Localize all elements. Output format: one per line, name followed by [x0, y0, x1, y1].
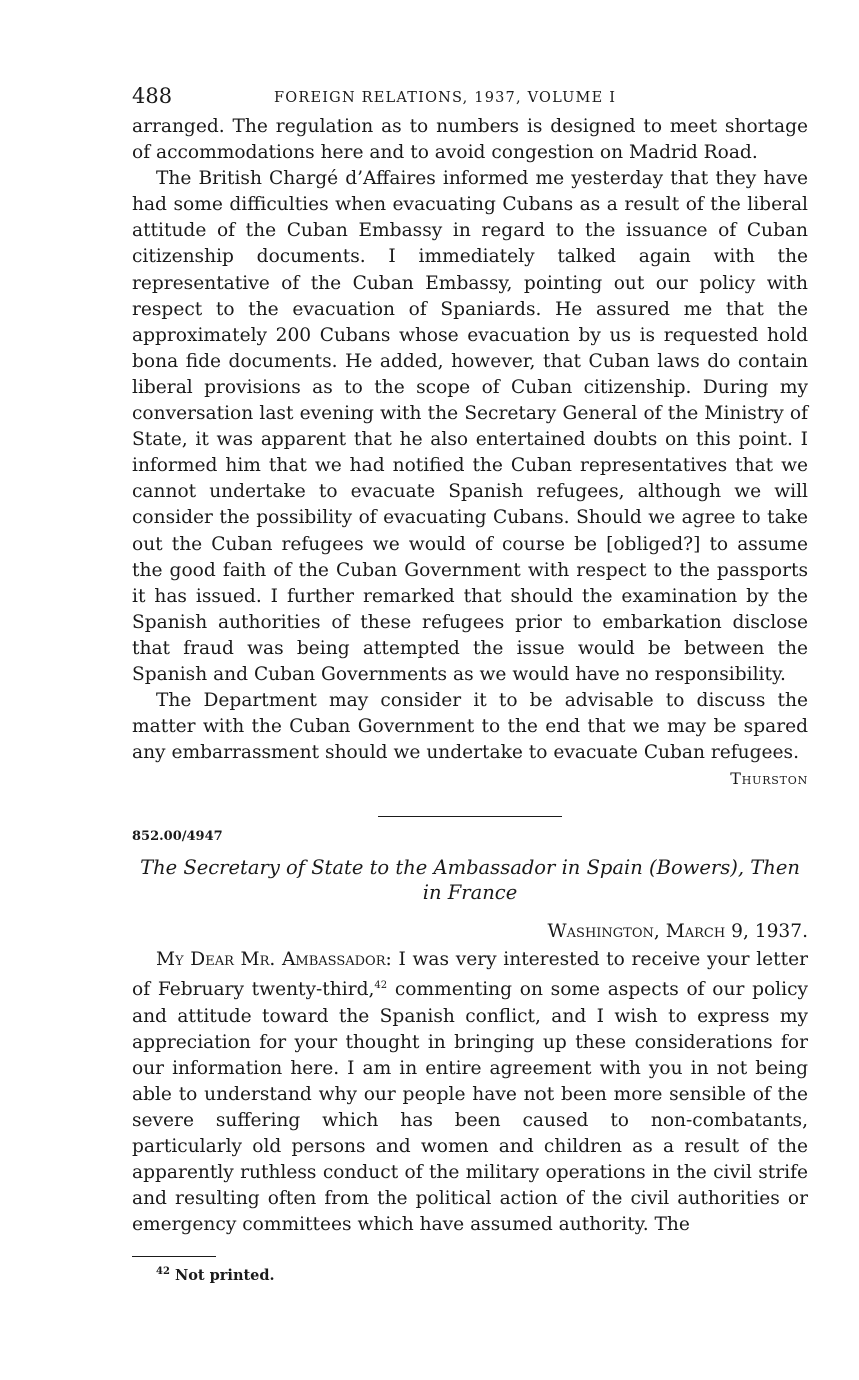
signature: Thurston [730, 769, 808, 789]
footnote [156, 1266, 808, 1284]
footnote-marker: 42 [156, 1265, 170, 1277]
salutation: My Dear Mr. Ambassador: [156, 949, 392, 971]
page-number: 488 [132, 84, 173, 108]
body-text: I was very interested to receive your letter of February twenty-third, [132, 949, 808, 1001]
paragraph: The British Chargé d’Affaires informed me yesterday that they have had some difficulties when evacuating Cubans as a result of the liberal attitude of the Cuban Embassy in regard to the issuance of Cuban citizenship documents. I immediately talked again with the representative of the Cuban Embassy, pointing out our policy with respect to the evacuation of Spaniards. He assured me that the approximately 200 Cubans whose evacuation by us is requested hold bona fide documents. He added, however, that Cuban laws do contain liberal provisions as to the scope of Cuban citizenship. During my conversation last evening with the Secretary General of the Ministry of State, it was apparent that he also entertained doubts on this point. I informed him that we had notified the Cuban representatives that we cannot undertake to evacuate Spanish refugees, although we will consider the possibility of evacuating Cubans. Should we agree to take out the Cuban refugees we would of course be [obliged?] to assume the good faith of the Cuban Government with respect to the passports it has issued. I further remarked that should the examination by the Spanish authorities of these refugees prior to embarkation disclose that fraud was being attempted the issue would be between the Spanish and Cuban Governments as we would have no responsibility. [132, 168, 808, 685]
section-divider [378, 816, 562, 817]
footnote-reference[interactable]: 42 [374, 980, 388, 992]
dateline: Washington, March 9, 1937. [547, 921, 808, 943]
running-title: FOREIGN RELATIONS, 1937, VOLUME I [274, 90, 617, 106]
continued-letter [132, 114, 808, 766]
document-page [132, 84, 808, 1283]
paragraph: arranged. The regulation as to numbers is designed to meet shortage of accommodations here and to avoid congestion on Madrid Road. [132, 116, 808, 164]
letter-body [132, 947, 808, 1238]
paragraph: The Department may consider it to be advisable to discuss the matter with the Cuban Government to the end that we may be spared any embarrassment should we undertake to evacuate Cuban refugees. [132, 690, 808, 764]
body-text: commenting on some aspects of our policy and attitude toward the Spanish conflict, and I wish to express my appreciation for your thought in bringing up these considerations for our information here. I am in entire agreement with you in not being able to understand why our people have not been more sensible of the severe suffering which has been caused to non-combatants, particularly old persons and women and children as a result of the apparently ruthless conduct of the military operations in the civil strife and resulting often from the political action of the civil authorities or emergency committees which have assumed authority. The [132, 979, 808, 1236]
running-head [132, 84, 808, 114]
paragraph [132, 947, 808, 1238]
footnote-text: Not printed. [174, 1266, 275, 1284]
footnote-divider [132, 1256, 216, 1257]
document-title: The Secretary of State to the Ambassador in Spain (Bowers), Then in France [140, 856, 800, 905]
file-number: 852.00/4947 [132, 829, 223, 845]
